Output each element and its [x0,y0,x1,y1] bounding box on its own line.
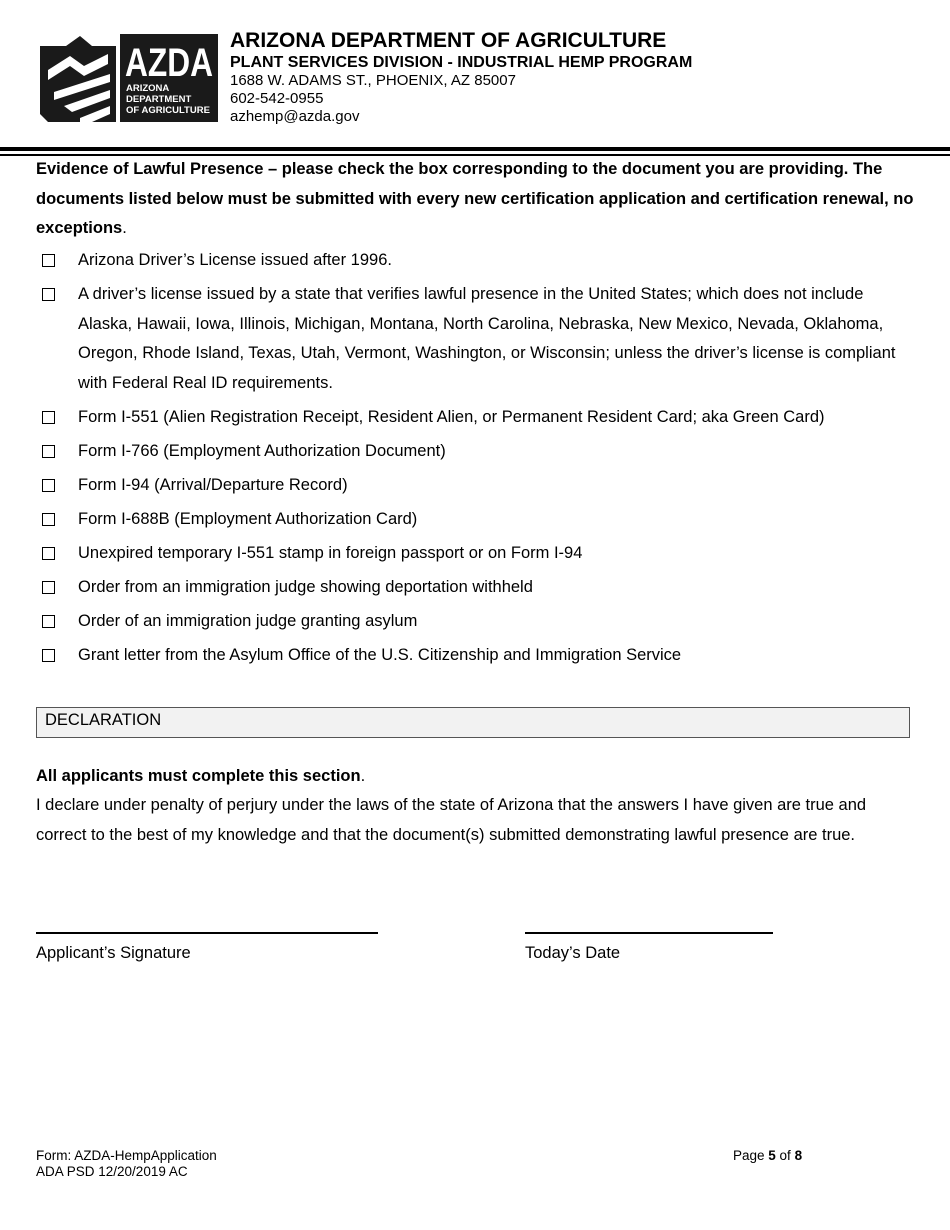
document-checkbox[interactable] [42,254,55,267]
document-label: Form I-551 (Alien Registration Receipt, Resident Alien, or Permanent Resident Card; aka Green Card) [78,407,825,426]
document-label: Form I-766 (Employment Authorization Document) [78,441,446,460]
document-checkbox[interactable] [42,649,55,662]
applicant-signature-label: Applicant’s Signature [36,944,191,962]
document-label: A driver’s license issued by a state that verifies lawful presence in the United States; which does not include Alaska, Hawaii, Iowa, Illinois, Michigan, Montana, North Carolina, Nebraska, New Mexico, Nevada, Oklahoma, Oregon, Rhode Island, Texas, Utah, Vermont, Washington, or Wisconsin; unless the driver’s license is compliant with Federal Real ID requirements. [78,285,896,392]
document-option-7 [36,539,916,569]
declaration-statement: I declare under penalty of perjury under the laws of the state of Arizona that the answers I have given are true and correct to the best of my knowledge and that the document(s) submitted demonstrating lawful presence are true. [36,796,867,844]
document-option-1 [36,246,916,276]
document-option-3 [36,403,916,433]
address: 1688 W. ADAMS ST., PHOENIX, AZ 85007 [230,72,516,89]
document-option-6 [36,505,916,535]
logo-subtext-3: OF AGRICULTURE [126,105,210,116]
document-checkbox[interactable] [42,479,55,492]
document-checklist [36,246,916,675]
document-checkbox[interactable] [42,288,55,301]
phone: 602-542-0955 [230,90,324,107]
evidence-intro-bold: Evidence of Lawful Presence – please check the box corresponding to the document you are providing. The documents listed below must be submitted with every new certification application and certification renewal, no exceptions [36,160,914,237]
document-option-8 [36,573,916,603]
document-label: Form I-94 (Arrival/Departure Record) [78,475,348,494]
azda-logo-icon [40,34,218,122]
document-checkbox[interactable] [42,581,55,594]
page-of: of [775,1148,795,1163]
azda-logo [40,34,218,122]
document-checkbox[interactable] [42,513,55,526]
document-label: Unexpired temporary I-551 stamp in foreign passport or on Form I-94 [78,543,583,562]
footer-revision: ADA PSD 12/20/2019 AC [36,1164,188,1179]
footer-form-name: Form: AZDA-HempApplication [36,1148,217,1163]
date-line[interactable] [525,932,773,934]
document-checkbox[interactable] [42,445,55,458]
logo-subtext-1: ARIZONA [126,83,170,94]
document-label: Order from an immigration judge showing deportation withheld [78,577,533,596]
document-checkbox[interactable] [42,615,55,628]
document-label: Grant letter from the Asylum Office of the U.S. Citizenship and Immigration Service [78,645,682,664]
document-label: Order of an immigration judge granting asylum [78,611,418,630]
division-title: PLANT SERVICES DIVISION - INDUSTRIAL HEMP PROGRAM [230,54,693,71]
page-prefix: Page [733,1148,769,1163]
document-option-4 [36,437,916,467]
org-title: ARIZONA DEPARTMENT OF AGRICULTURE [230,29,667,52]
document-option-9 [36,607,916,637]
declaration-note-bold: All applicants must complete this section [36,767,361,785]
header-divider-thick [0,147,950,151]
logo-subtext-2: DEPARTMENT [126,94,192,105]
document-option-5 [36,471,916,501]
document-label: Arizona Driver’s License issued after 1996. [78,251,392,269]
document-checkbox[interactable] [42,411,55,424]
page-current: 5 [768,1148,776,1163]
document-checkbox[interactable] [42,547,55,560]
logo-wordmark: AZDA [125,41,213,85]
footer-form-info [36,1148,217,1180]
declaration-note-end: . [360,767,366,785]
declaration-header [36,707,910,738]
header-text [230,29,692,126]
document-label: Form I-688B (Employment Authorization Card) [78,509,418,528]
evidence-intro [36,155,916,244]
email: azhemp@azda.gov [230,108,360,125]
page-number [733,1148,802,1164]
document-option-2 [36,280,916,398]
page-total: 8 [794,1148,803,1163]
declaration-note [36,765,365,787]
document-option-10 [36,641,916,671]
declaration-title: DECLARATION [45,711,162,729]
date-label: Today’s Date [525,944,621,962]
applicant-signature-line[interactable] [36,932,378,934]
evidence-intro-end: . [122,219,127,237]
